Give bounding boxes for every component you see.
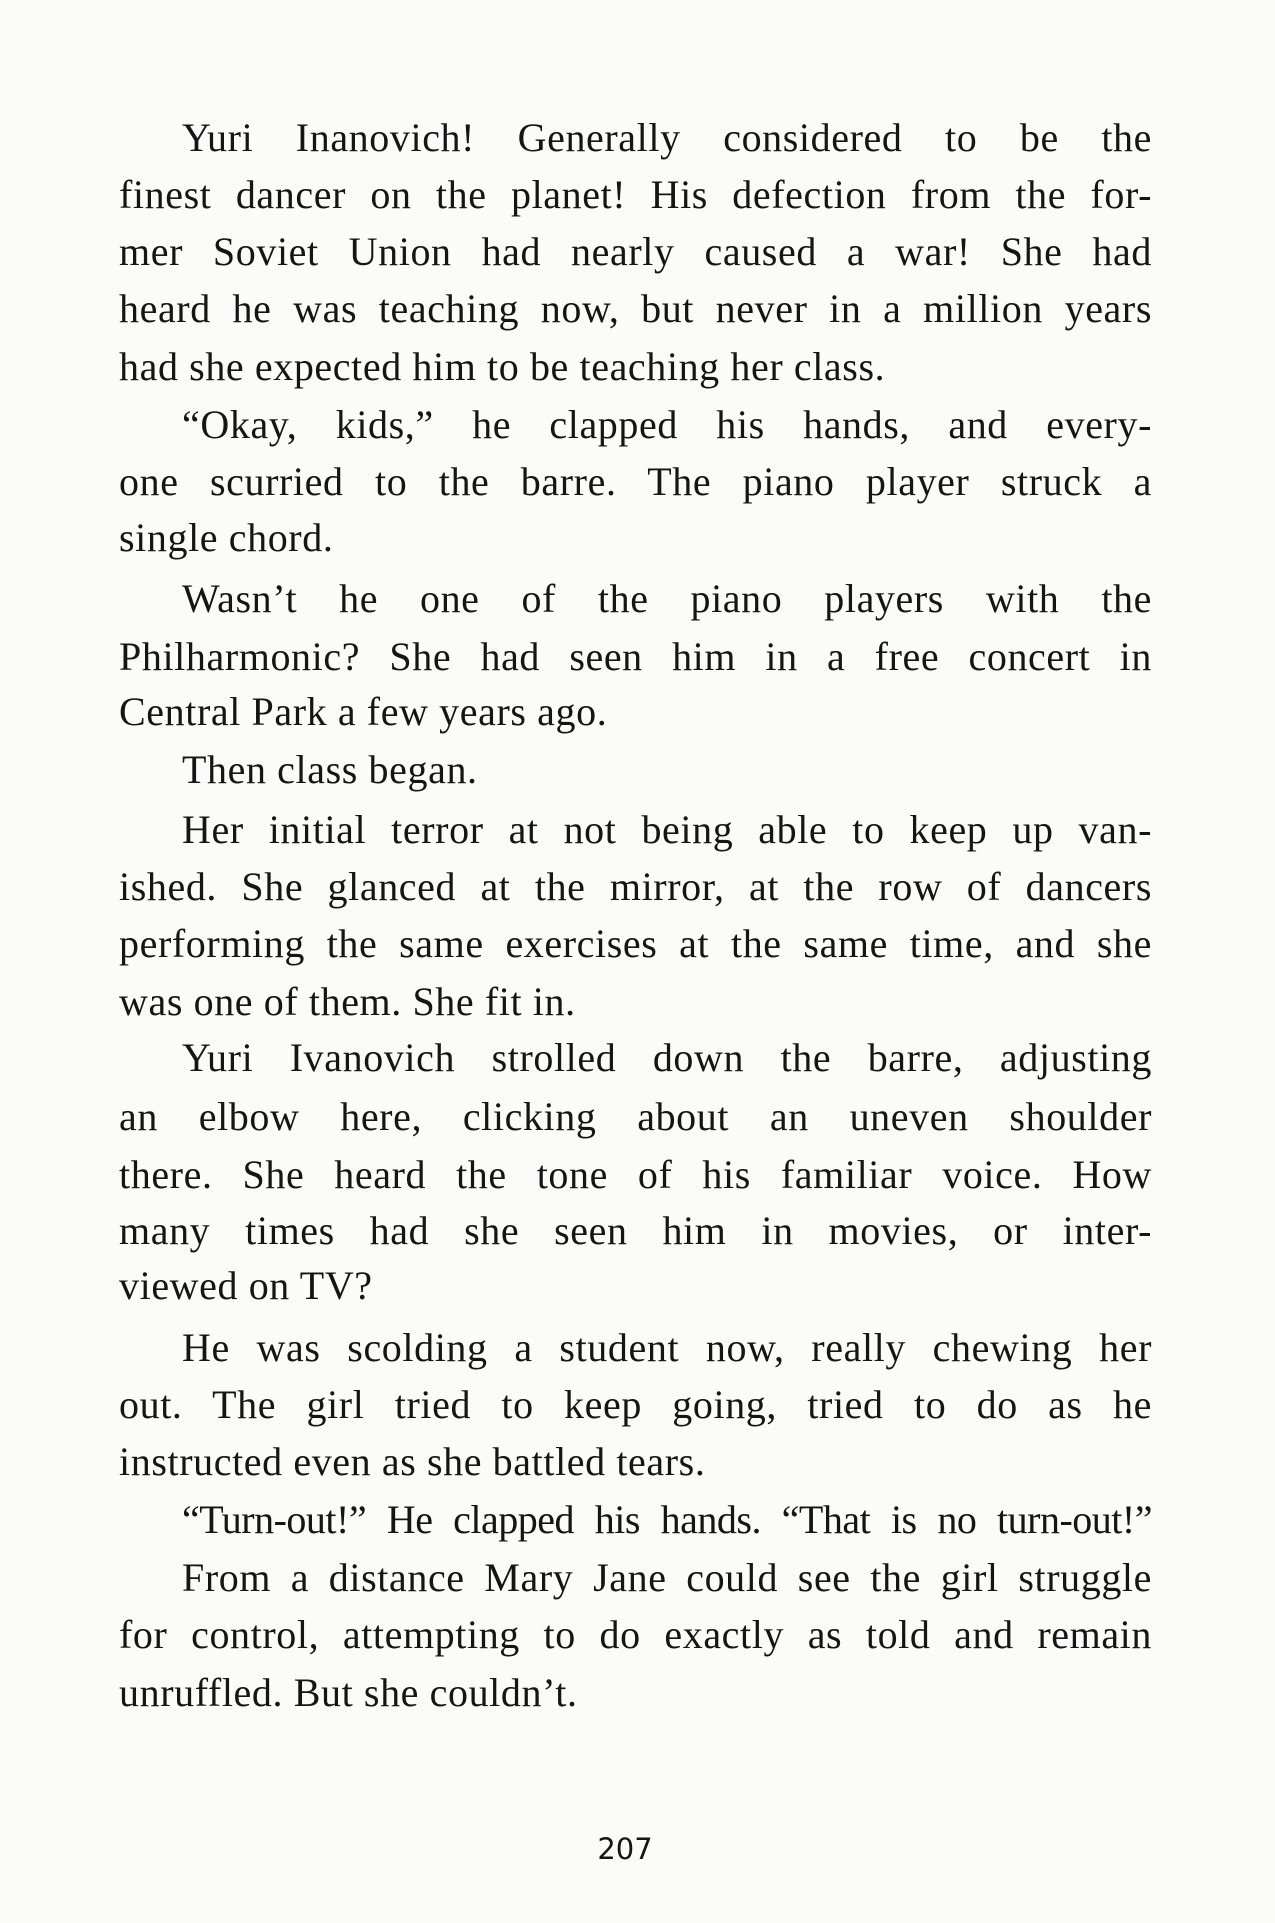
text-line: Her initial terror at not being able to keep up van-	[182, 807, 1152, 852]
text-line: instructed even as she battled tears.	[119, 1439, 706, 1484]
text-line: finest dancer on the planet! His defection from the for-	[119, 172, 1152, 217]
text-line: was one of them. She fit in.	[119, 979, 576, 1024]
text-line: performing the same exercises at the same time, and she	[119, 921, 1152, 966]
text-line: an elbow here, clicking about an uneven shoulder	[119, 1094, 1152, 1139]
text-line: for control, attempting to do exactly as told and remain	[119, 1612, 1152, 1657]
text-line: Yuri Inanovich! Generally considered to be the	[182, 115, 1152, 160]
text-line: single chord.	[119, 515, 334, 560]
text-line: had she expected him to be teaching her class.	[119, 344, 886, 389]
text-line: viewed on TV?	[119, 1263, 373, 1308]
text-line: Central Park a few years ago.	[119, 689, 608, 734]
text-line: one scurried to the barre. The piano player struck a	[119, 459, 1152, 504]
text-line: many times had she seen him in movies, or inter-	[119, 1208, 1152, 1253]
text-line: out. The girl tried to keep going, tried to do as he	[119, 1382, 1152, 1427]
text-line: “Okay, kids,” he clapped his hands, and every-	[182, 402, 1152, 447]
text-line: Philharmonic? She had seen him in a free concert in	[119, 634, 1152, 679]
text-line: unruffled. But she couldn’t.	[119, 1670, 578, 1715]
text-line: “Turn-out!” He clapped his hands. “That is no turn-out!”	[182, 1497, 1152, 1542]
text-line: From a distance Mary Jane could see the girl struggle	[182, 1555, 1152, 1600]
text-line: mer Soviet Union had nearly caused a war! She had	[119, 229, 1152, 274]
text-line: heard he was teaching now, but never in a million years	[119, 286, 1152, 331]
text-line: Yuri Ivanovich strolled down the barre, adjusting	[182, 1035, 1152, 1080]
text-line: ished. She glanced at the mirror, at the row of dancers	[119, 864, 1152, 909]
page-number: 207	[597, 1832, 653, 1866]
text-line: He was scolding a student now, really chewing her	[182, 1325, 1152, 1370]
text-line: there. She heard the tone of his familiar voice. How	[119, 1152, 1152, 1197]
text-line: Then class began.	[182, 747, 478, 792]
text-line: Wasn’t he one of the piano players with the	[182, 576, 1152, 621]
